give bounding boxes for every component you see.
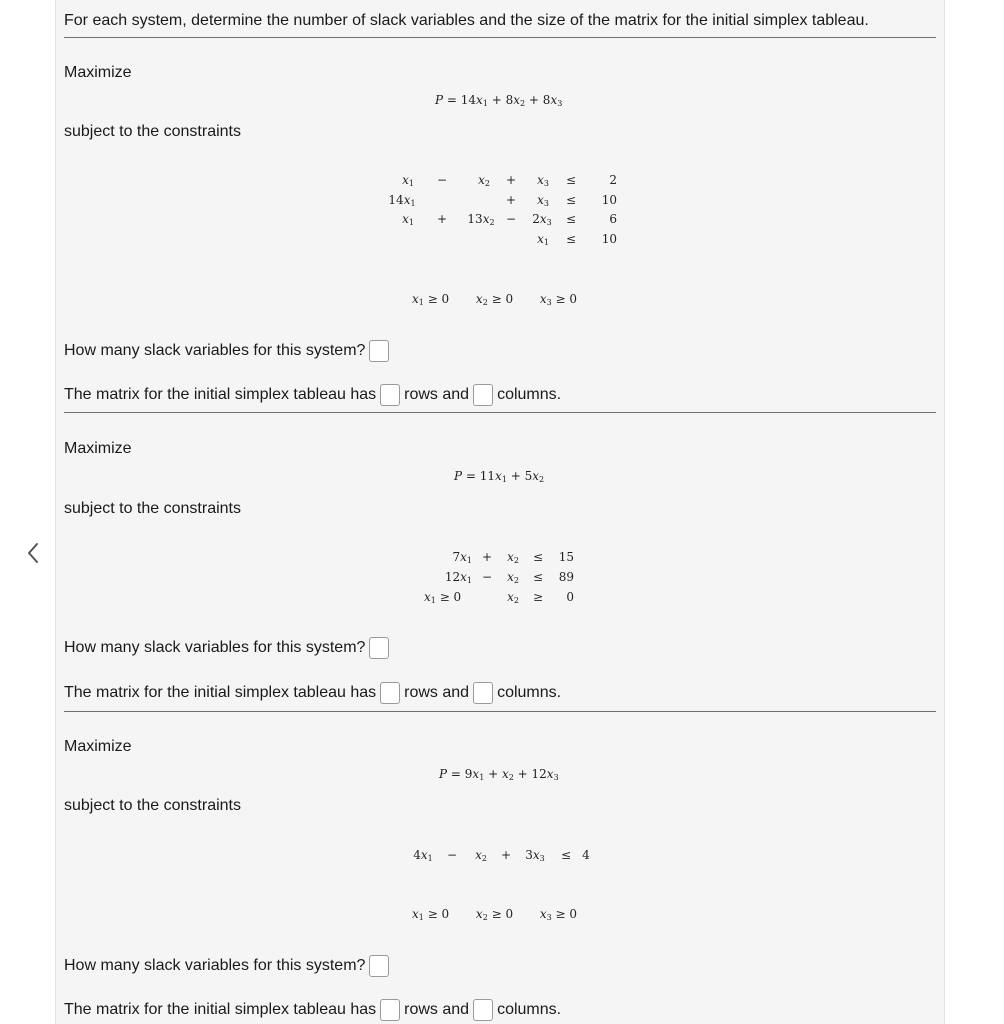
nonnegativity-constraints: $x_1 \ge 0$ $x_2 \ge 0$ $x_3 \ge 0$	[412, 292, 578, 307]
objective-function: $P = 9x_1 + x_2 + 12x_3$	[439, 767, 559, 782]
constraint-system: $4x_1$ − $x_2$ + $3x_3$ ≤ 4	[413, 848, 590, 863]
constraint-row-1-term: $x_1$	[402, 173, 414, 188]
divider	[64, 711, 936, 712]
constraint-system: $7x_1$ + $x_2$ ≤ 15 $12x_1$ − $x_2$ ≤ 89 $x_1 \ge 0$ $x_2$ ≥ 0	[424, 550, 574, 605]
slack-question: How many slack variables for this system?	[64, 637, 389, 659]
matrix-size-question: The matrix for the initial simplex tableau has rows and columns.	[64, 384, 561, 406]
matrix-rows-input[interactable]	[380, 384, 400, 406]
constraints-label: subject to the constraints	[64, 500, 241, 517]
objective-function: $P = 14x_1 + 8x_2 + 8x_3$	[435, 93, 563, 108]
maximize-label: Maximize	[64, 64, 132, 81]
slack-count-input[interactable]	[369, 637, 389, 659]
instruction-text: For each system, determine the number of slack variables and the size of the matrix for the initial simplex tableau.	[64, 12, 869, 29]
objective-function: $P = 11x_1 + 5x_2$	[454, 469, 545, 484]
divider	[64, 37, 936, 38]
maximize-label: Maximize	[64, 738, 132, 755]
previous-arrow-icon[interactable]	[20, 538, 46, 568]
question-panel	[55, 0, 945, 1024]
matrix-rows-input[interactable]	[380, 999, 400, 1021]
constraints-label: subject to the constraints	[64, 123, 241, 140]
maximize-label: Maximize	[64, 440, 132, 457]
matrix-columns-input[interactable]	[473, 999, 493, 1021]
constraints-label: subject to the constraints	[64, 797, 241, 814]
slack-question: How many slack variables for this system?	[64, 955, 389, 977]
matrix-size-question: The matrix for the initial simplex tableau has rows and columns.	[64, 999, 561, 1021]
matrix-size-question: The matrix for the initial simplex tableau has rows and columns.	[64, 682, 561, 704]
divider	[64, 412, 936, 413]
slack-count-input[interactable]	[369, 340, 389, 362]
matrix-rows-input[interactable]	[380, 682, 400, 704]
constraint-system: $x_1$ − $x_2$ + $x_3$ ≤ 2 $14x_1$ + $x_3$ ≤ 10 $x_1$ + $13x_2$ − $2x_3$ ≤ 6 $x_1$ ≤ 10	[388, 173, 617, 247]
matrix-columns-input[interactable]	[473, 682, 493, 704]
matrix-columns-input[interactable]	[473, 384, 493, 406]
slack-count-input[interactable]	[369, 955, 389, 977]
nonnegativity-constraints: $x_1 \ge 0$ $x_2 \ge 0$ $x_3 \ge 0$	[412, 907, 578, 922]
slack-question: How many slack variables for this system?	[64, 340, 389, 362]
